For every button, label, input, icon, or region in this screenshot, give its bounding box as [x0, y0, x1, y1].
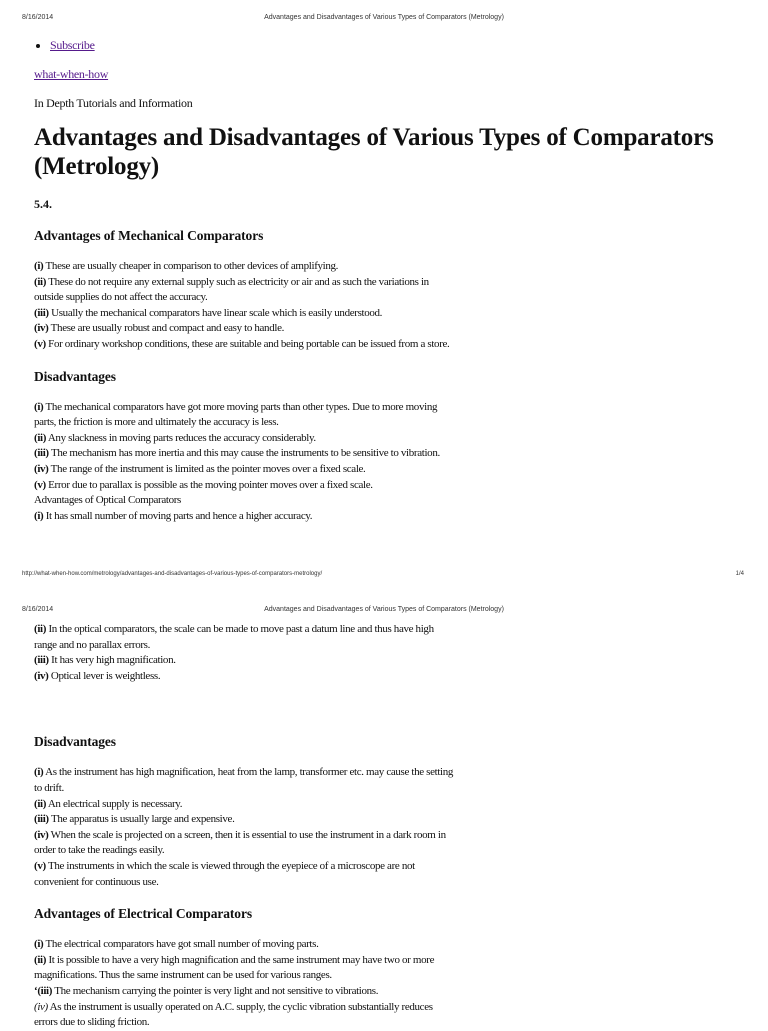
item-number: (v) [34, 337, 46, 350]
item-number: (i) [34, 938, 44, 951]
print-date: 8/16/2014 [22, 14, 54, 21]
list-item [34, 306, 454, 322]
item-number: (iv) [34, 669, 49, 682]
subscribe-link[interactable]: Subscribe [50, 38, 95, 52]
page-one [34, 38, 734, 524]
print-url: http://what-when-how.com/metrology/advantages-and-disadvantages-of-various-types-of-comparators-metrology/ [22, 571, 323, 577]
list-item [34, 259, 454, 275]
item-text: The apparatus is usually large and expensive. [48, 813, 235, 826]
item-text: It has very high magnification. [48, 654, 176, 667]
list-item [34, 859, 454, 890]
item-number: ‘(iii) [34, 984, 53, 997]
item-number: (ii) [34, 431, 47, 444]
print-header [0, 606, 768, 620]
opt-adv-inline-heading: Advantages of Optical Comparators [34, 494, 181, 507]
print-date: 8/16/2014 [22, 606, 54, 613]
item-text: The mechanism has more inertia and this may cause the instruments to be sensitive to vibration. [48, 447, 440, 460]
item-number: (i) [34, 766, 44, 779]
list-item [34, 669, 454, 685]
nav-item-subscribe [50, 38, 734, 53]
item-text: These are usually cheaper in comparison to other devices of amplifying. [43, 260, 339, 272]
opt-dis-heading: Disadvantages [34, 734, 116, 750]
elec-adv-heading: Advantages of Electrical Comparators [34, 906, 252, 922]
item-text: The electrical comparators have got small number of moving parts. [43, 938, 319, 951]
print-page-number: 1/4 [735, 571, 744, 577]
print-header [0, 14, 768, 28]
opt-dis-list [34, 765, 454, 890]
item-number: (i) [34, 509, 44, 522]
elec-adv-list [34, 937, 454, 1031]
article-title: Advantages and Disadvantages of Various Types of Comparators (Metrology) [34, 124, 714, 180]
item-number: (v) [34, 478, 46, 491]
item-text: These do not require any external supply such as electricity or air and as such the variations in outside supplies do not affect the accuracy. [34, 275, 429, 304]
list-item [34, 828, 454, 859]
mech-dis-heading: Disadvantages [34, 368, 116, 384]
item-text: As the instrument has high magnification, heat from the lamp, transformer etc. may cause the setting to drift. [34, 766, 454, 794]
item-number: (i) [34, 260, 44, 272]
list-item [34, 953, 454, 984]
item-text: The mechanical comparators have got more moving parts than other types. Due to more moving parts, the friction is more and ultimately the accuracy is less. [34, 400, 438, 429]
list-item [34, 509, 454, 525]
item-number: (iv) [34, 462, 49, 475]
print-title: Advantages and Disadvantages of Various Types of Comparators (Metrology) [264, 606, 504, 613]
list-item [34, 337, 454, 353]
list-item [34, 653, 454, 669]
spacer [34, 684, 734, 718]
mech-adv-list [34, 259, 454, 353]
item-text: Any slackness in moving parts reduces the accuracy considerably. [46, 431, 316, 444]
item-number: (iii) [34, 447, 49, 460]
item-text: The range of the instrument is limited as the pointer moves over a fixed scale. [48, 462, 366, 475]
item-text: The mechanism carrying the pointer is very light and not sensitive to vibrations. [52, 984, 379, 997]
item-number: (ii) [34, 623, 47, 635]
item-text: Optical lever is weightless. [48, 669, 161, 682]
list-item [34, 431, 454, 447]
item-text: For ordinary workshop conditions, these are suitable and being portable can be issued from a store. [45, 337, 450, 350]
mech-adv-heading: Advantages of Mechanical Comparators [34, 228, 264, 243]
list-item [34, 622, 454, 653]
page-two [34, 622, 734, 1031]
item-number: (i) [34, 400, 44, 413]
list-item [34, 937, 454, 953]
opt-adv-list [34, 622, 454, 684]
print-footer [0, 571, 768, 583]
list-item [34, 275, 454, 306]
item-text: Usually the mechanical comparators have linear scale which is easily understood. [48, 306, 383, 319]
list-item [34, 446, 454, 462]
item-number: (ii) [34, 797, 47, 810]
nav-list [34, 38, 734, 53]
item-text: It is possible to have a very high magnification and the same instrument may have two or more magnifications. Thus the same instrument can be used for various ranges. [34, 953, 435, 982]
item-text: In the optical comparators, the scale can be made to move past a datum line and thus have high range and no parallax errors. [34, 623, 434, 651]
item-number: (iv) [34, 322, 49, 335]
site-name-link[interactable]: what-when-how [34, 67, 109, 81]
list-item [34, 321, 454, 337]
list-item [34, 765, 454, 796]
item-text: The instruments in which the scale is viewed through the eyepiece of a microscope are not convenient for continuous use. [34, 859, 415, 888]
list-item [34, 478, 454, 494]
item-number: (ii) [34, 275, 47, 288]
item-number: (v) [34, 859, 46, 872]
site-tagline: In Depth Tutorials and Information [34, 96, 193, 110]
item-number: (iii) [34, 306, 49, 319]
item-number: (iii) [34, 654, 49, 667]
item-text: As the instrument is usually operated on A.C. supply, the cyclic vibration substantially reduces errors due to sliding friction. [34, 1000, 433, 1029]
mech-dis-list [34, 400, 454, 525]
item-number: (iii) [34, 813, 49, 826]
item-text: Error due to parallax is possible as the moving pointer moves over a fixed scale. [45, 478, 373, 491]
list-item [34, 984, 454, 1000]
item-text: It has small number of moving parts and hence a higher accuracy. [43, 509, 313, 522]
section-number: 5.4. [34, 197, 52, 211]
list-item [34, 1000, 454, 1031]
list-item [34, 797, 454, 813]
list-item [34, 462, 454, 478]
item-text: These are usually robust and compact and easy to handle. [48, 322, 285, 335]
item-number: (iv) [34, 828, 49, 841]
print-title: Advantages and Disadvantages of Various Types of Comparators (Metrology) [264, 14, 504, 21]
item-text: An electrical supply is necessary. [46, 797, 183, 810]
item-text: When the scale is projected on a screen, then it is essential to use the instrument in a dark room in order to take the readings easily. [34, 828, 446, 857]
list-item [34, 812, 454, 828]
list-item [34, 400, 454, 431]
item-number: (ii) [34, 953, 47, 966]
item-number: (iv) [34, 1000, 48, 1013]
